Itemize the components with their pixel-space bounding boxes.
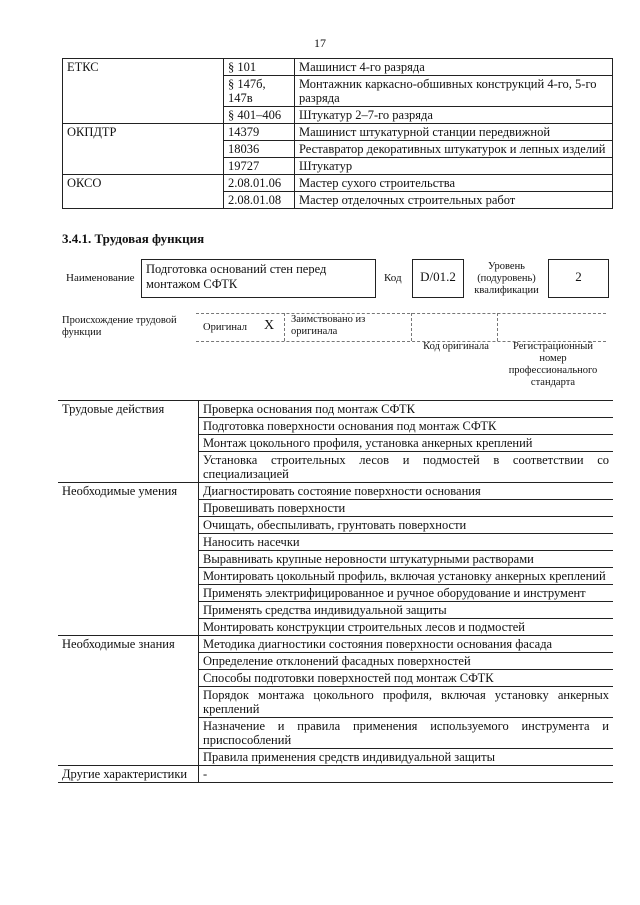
detail-item: Способы подготовки поверхностей под монтаж СФТК: [199, 670, 614, 687]
classifier-code: 2.08.01.08: [224, 192, 295, 209]
function-name-box: [141, 259, 376, 298]
detail-item: Применять средства индивидуальной защиты: [199, 602, 614, 619]
function-details-table: [58, 400, 613, 783]
classifier-code: 18036: [224, 141, 295, 158]
detail-row: [58, 401, 613, 418]
detail-row: [58, 636, 613, 653]
detail-category: Необходимые умения: [58, 483, 199, 636]
classifier-code: 2.08.01.06: [224, 175, 295, 192]
detail-item: Проверка основания под монтаж СФТК: [199, 401, 614, 418]
code-label: Код: [384, 272, 402, 284]
classification-row: [63, 59, 613, 76]
origin-top-rule: [196, 313, 606, 314]
detail-item: Назначение и правила применения используемого инструмента и приспособлений: [199, 718, 614, 749]
detail-item: Наносить насечки: [199, 534, 614, 551]
classifier-system: ОКПДТР: [63, 124, 224, 175]
classifier-system: ЕТКС: [63, 59, 224, 124]
classifier-code: § 401–406: [224, 107, 295, 124]
classifier-code: § 147б, 147в: [224, 76, 295, 107]
detail-item: Определение отклонений фасадных поверхностей: [199, 653, 614, 670]
name-label: Наименование: [66, 272, 135, 284]
classifier-name: Машинист штукатурной станции передвижной: [295, 124, 613, 141]
classifier-code: 14379: [224, 124, 295, 141]
classifier-name: Мастер отделочных строительных работ: [295, 192, 613, 209]
detail-category: Трудовые действия: [58, 401, 199, 483]
level-box: [548, 259, 609, 298]
detail-item: Методика диагностики состояния поверхности основания фасада: [199, 636, 614, 653]
level-label: Уровень (подуровень) квалификации: [474, 261, 539, 296]
borrowed-label: Заимствовано из оригинала: [291, 314, 366, 337]
detail-row: [58, 766, 613, 783]
detail-row: [58, 483, 613, 500]
detail-item: Очищать, обеспыливать, грунтовать поверхности: [199, 517, 614, 534]
level-value: 2: [575, 269, 582, 284]
detail-item: Установка строительных лесов и подмостей в соответствии со специализацией: [199, 452, 614, 483]
section-title: 3.4.1. Трудовая функция: [62, 231, 205, 246]
original-label: Оригинал: [203, 322, 247, 333]
classifier-name: Штукатур 2–7-го разряда: [295, 107, 613, 124]
detail-item: Монтаж цокольного профиля, установка анкерных креплений: [199, 435, 614, 452]
code-original-label: Код оригинала: [423, 341, 489, 352]
detail-item: Диагностировать состояние поверхности основания: [199, 483, 614, 500]
origin-label: Происхождение трудовой функции: [62, 315, 177, 338]
classification-row: [63, 175, 613, 192]
detail-item: Выравнивать крупные неровности штукатурными растворами: [199, 551, 614, 568]
detail-item: Правила применения средств индивидуальной защиты: [199, 749, 614, 766]
classifier-code: 19727: [224, 158, 295, 175]
classifier-name: Штукатур: [295, 158, 613, 175]
code-box: [412, 259, 464, 298]
detail-item: Провешивать поверхности: [199, 500, 614, 517]
classifier-name: Монтажник каркасно-обшивных конструкций 4-го, 5-го разряда: [295, 76, 613, 107]
classification-table: [62, 58, 613, 209]
classifier-name: Мастер сухого строительства: [295, 175, 613, 192]
page-number: 17: [314, 36, 326, 50]
classifier-code: § 101: [224, 59, 295, 76]
origin-divider-3: [497, 313, 498, 341]
classifier-name: Машинист 4-го разряда: [295, 59, 613, 76]
detail-item: Монтировать цокольный профиль, включая установку анкерных креплений: [199, 568, 614, 585]
detail-category: Необходимые знания: [58, 636, 199, 766]
code-value: D/01.2: [420, 269, 456, 284]
classification-row: [63, 124, 613, 141]
detail-item: Монтировать конструкции строительных лесов и подмостей: [199, 619, 614, 636]
detail-item: Порядок монтажа цокольного профиля, включая установку анкерных креплений: [199, 687, 614, 718]
origin-divider-1: [284, 313, 285, 341]
function-name: Подготовка оснований стен перед монтажом СФТК: [146, 262, 327, 291]
detail-item: Подготовка поверхности основания под монтаж СФТК: [199, 418, 614, 435]
original-mark: X: [264, 318, 275, 333]
registration-number-label: Регистрационный номер профессионального стандарта: [508, 341, 598, 388]
detail-category: Другие характеристики: [58, 766, 199, 783]
origin-divider-2: [411, 313, 412, 341]
detail-item: Применять электрифицированное и ручное оборудование и инструмент: [199, 585, 614, 602]
classifier-system: ОКСО: [63, 175, 224, 209]
detail-item: -: [199, 766, 614, 783]
classifier-name: Реставратор декоративных штукатурок и лепных изделий: [295, 141, 613, 158]
